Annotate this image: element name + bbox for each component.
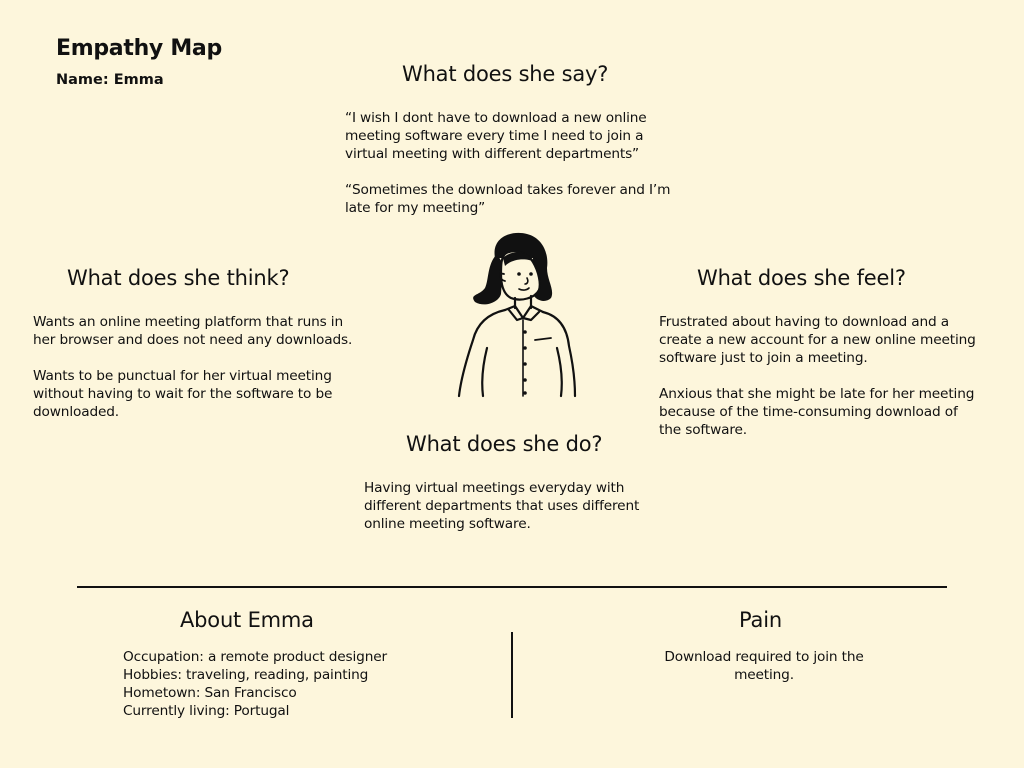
about-line: Hobbies: traveling, reading, painting xyxy=(123,667,369,683)
about-line: Currently living: Portugal xyxy=(123,703,290,719)
feel-item: Frustrated about having to download and a create a new account for a new online meeting software just to join a meeting. xyxy=(659,314,976,366)
think-item: Wants an online meeting platform that runs in her browser and does not need any downloads. xyxy=(33,314,353,348)
about-section xyxy=(123,648,413,720)
feel-item: Anxious that she might be late for her meeting because of the time-consuming download of the software. xyxy=(659,386,975,438)
do-text: Having virtual meetings everyday with different departments that uses different online meeting software. xyxy=(364,480,640,532)
about-line: Occupation: a remote product designer xyxy=(123,649,387,665)
about-line: Hometown: San Francisco xyxy=(123,685,297,701)
think-section xyxy=(33,313,363,421)
think-item: Wants to be punctual for her virtual meeting without having to wait for the software to be downloaded. xyxy=(33,368,333,420)
say-heading: What does she say? xyxy=(402,62,609,86)
pain-text: Download required to join the meeting. xyxy=(664,649,864,683)
pain-heading: Pain xyxy=(739,608,782,632)
about-heading: About Emma xyxy=(180,608,314,632)
page-title: Empathy Map xyxy=(56,36,222,61)
vertical-divider xyxy=(511,632,513,718)
persona-illustration-icon xyxy=(447,228,581,406)
say-quote: “I wish I dont have to download a new online meeting software every time I need to join a virtual meeting with different departments” xyxy=(345,110,647,162)
say-quote: “Sometimes the download takes forever and I’m late for my meeting” xyxy=(345,182,671,216)
feel-section xyxy=(659,313,979,439)
persona-name: Name: Emma xyxy=(56,72,164,88)
horizontal-divider xyxy=(77,586,947,588)
say-section xyxy=(345,109,685,217)
think-heading: What does she think? xyxy=(67,266,290,290)
feel-heading: What does she feel? xyxy=(697,266,906,290)
do-heading: What does she do? xyxy=(406,432,603,456)
